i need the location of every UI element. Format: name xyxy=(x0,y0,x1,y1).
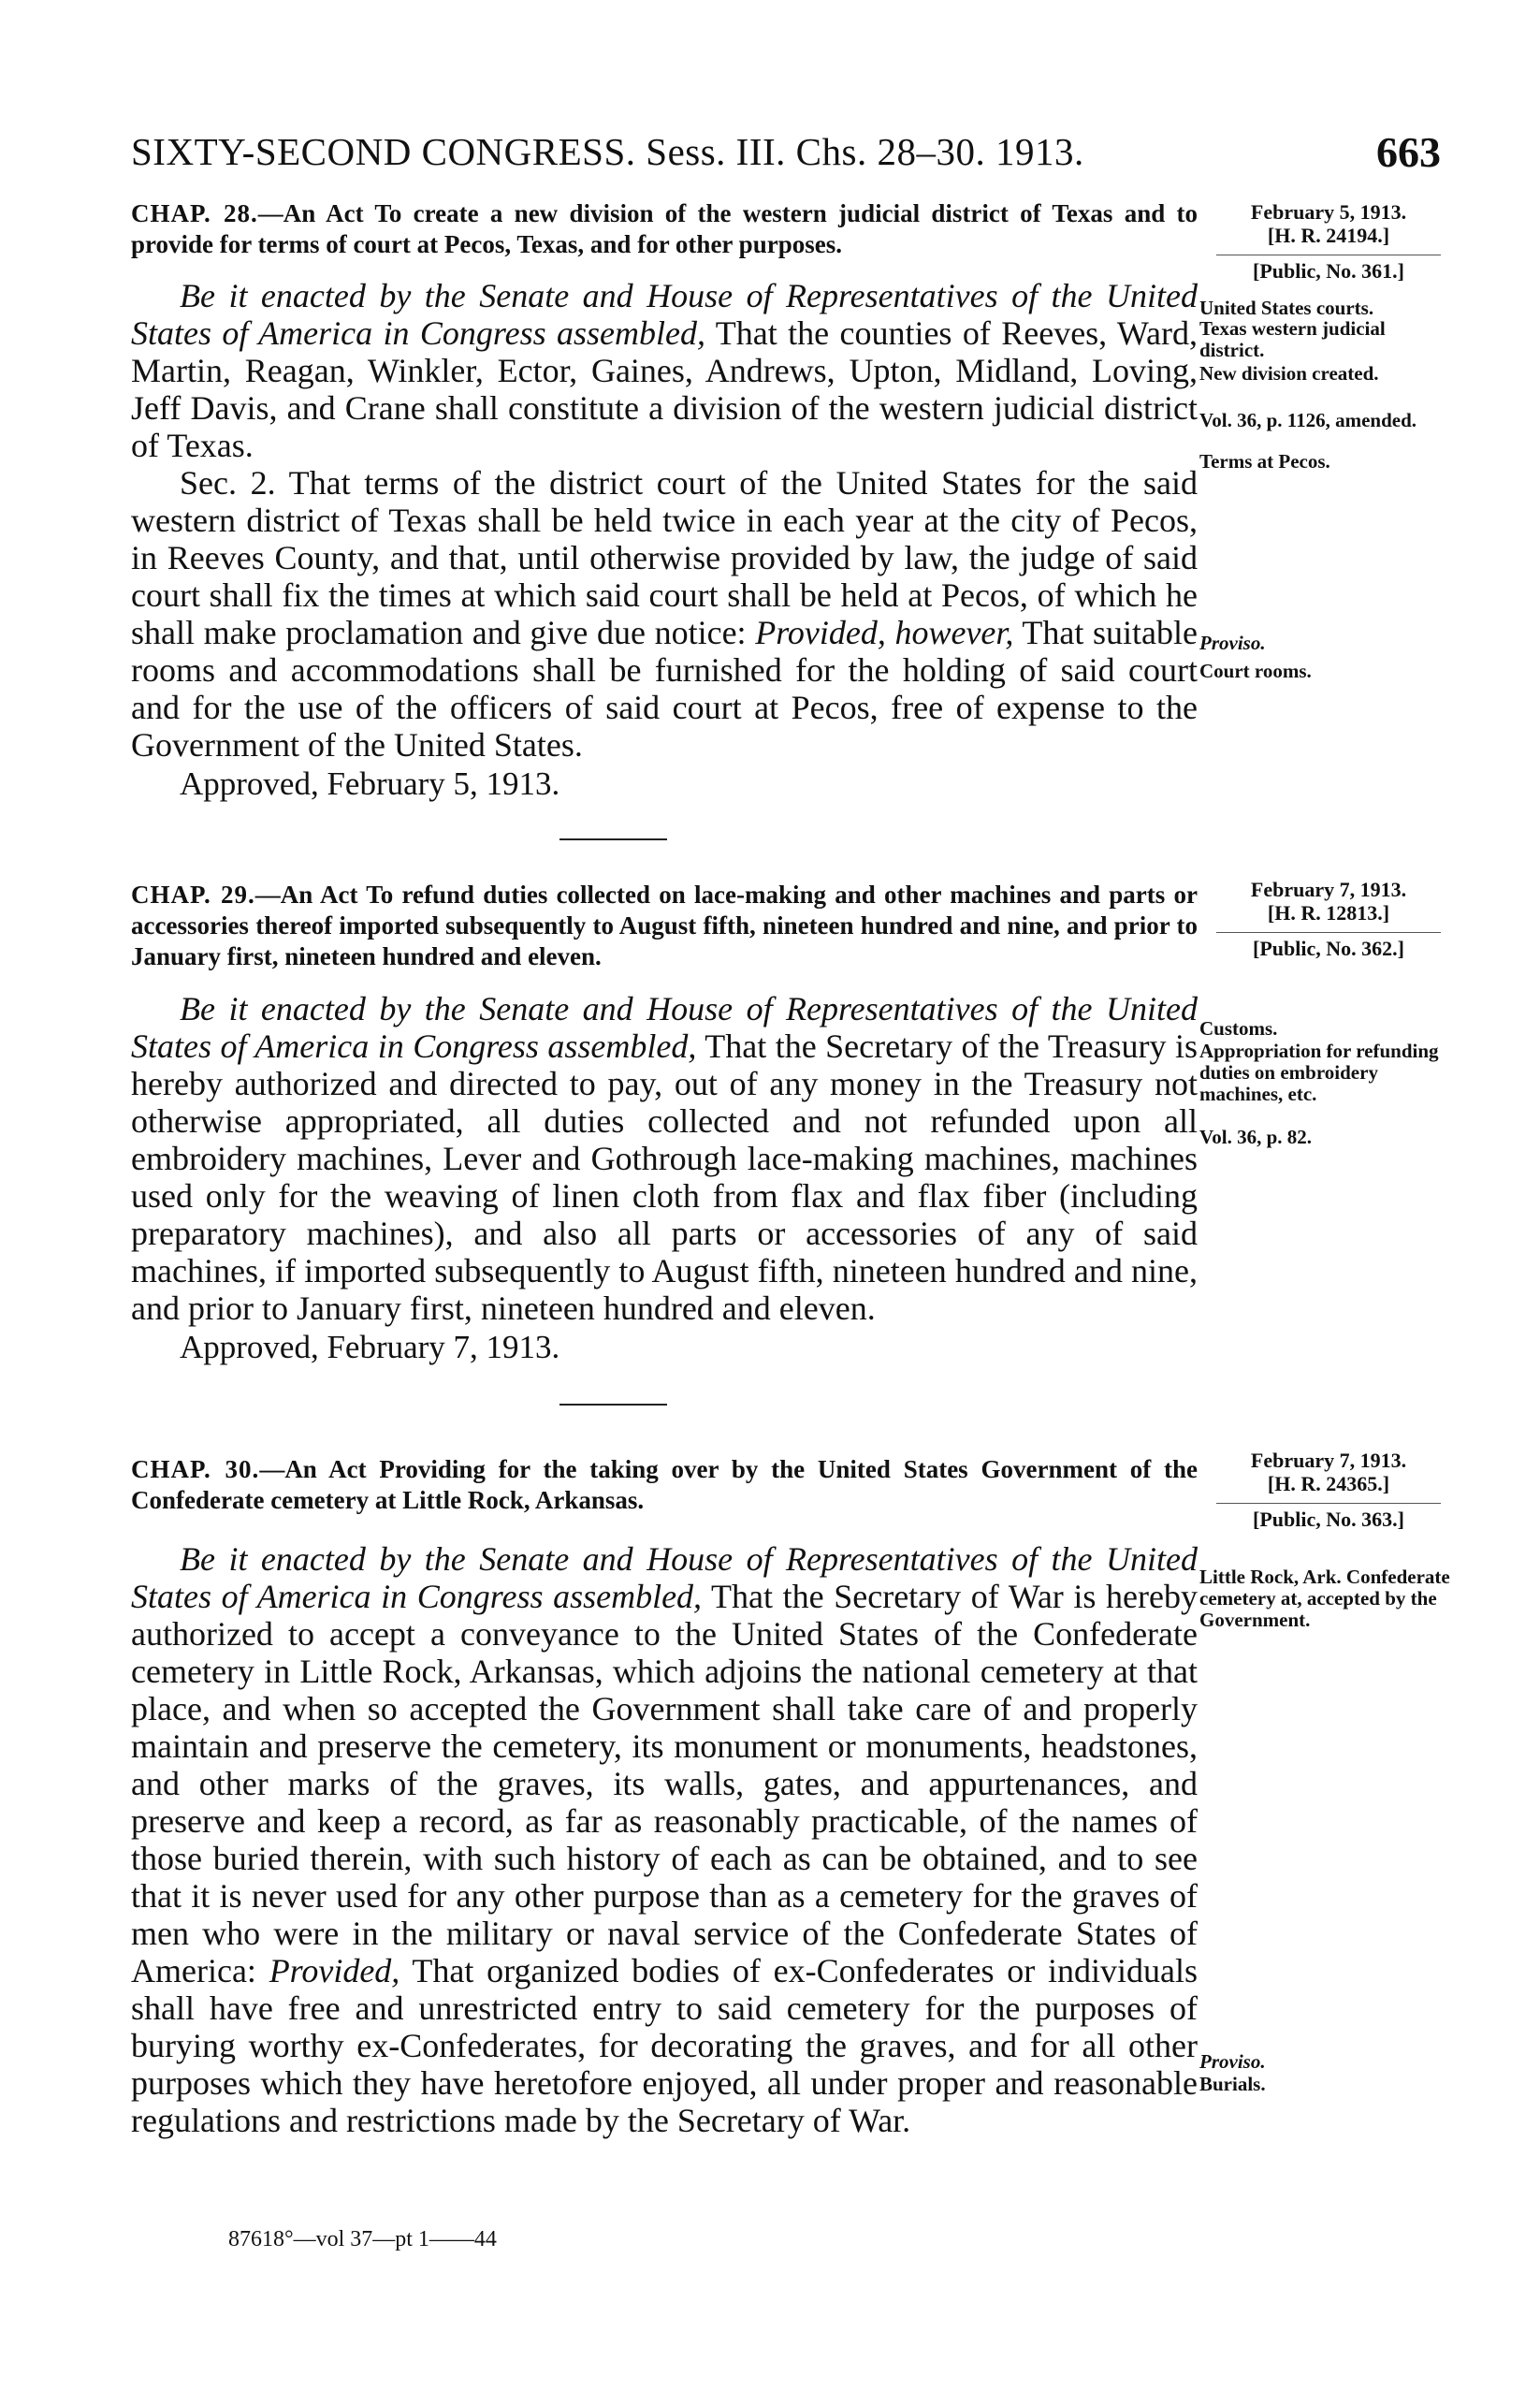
page-number: 663 xyxy=(1376,128,1441,176)
margin-note: Burials. xyxy=(1199,2073,1266,2095)
bill-number: [H. R. 24194.] xyxy=(1267,224,1390,247)
enactment-date: February 7, 1913. xyxy=(1250,1449,1407,1472)
margin-note: Vol. 36, p. 82. xyxy=(1199,1126,1313,1148)
enactment-date: February 5, 1913. xyxy=(1250,200,1407,224)
margin-note xyxy=(1199,633,1452,654)
margin-note: United States courts. xyxy=(1199,297,1374,319)
public-law-number: [Public, No. 362.] xyxy=(1216,932,1441,960)
proviso-label: Provided, xyxy=(269,1952,400,1989)
chapter-title xyxy=(131,1454,1198,1516)
chapter-title xyxy=(131,198,1198,260)
section-2-text: That terms of the district court of the United States for the said western district of Texas shall be held twice in each year at the city of Pecos, in Reeves County, and that, until otherwise provided by law, the judge of said court shall fix the times at which said court shall be held at Pecos, of which he shall make proclamation and give due notice: xyxy=(131,464,1199,651)
public-law-number: [Public, No. 361.] xyxy=(1216,255,1441,283)
chapter-title-text: —An Act To create a new division of the western judicial district of Texas and to provide for terms of court at Pecos, Texas, and for other purposes. xyxy=(131,199,1198,258)
margin-note: Court rooms. xyxy=(1199,660,1312,682)
chapter-number: CHAP. 28. xyxy=(131,199,258,227)
enactment-metadata xyxy=(1216,1449,1441,1531)
running-head xyxy=(131,129,1441,185)
chapter-body xyxy=(131,1540,1198,2139)
section-1-text: That the Secretary of the Treasury is hereby authorized and directed to pay, out of any money in the Treasury not otherwise appropriated, all duties collected and not refunded upon all embroidery machines, Lever and Gothrough lace-making machines, machines used only for the weaving of linen cloth from flax and flax fiber (including preparatory machines), and also all parts or accessories of any of said machines, if imported subsequently to August fifth, nineteen hundred and nine, and prior to January first, nineteen hundred and eleven. xyxy=(131,1027,1198,1327)
section-1 xyxy=(131,990,1198,1327)
section-1-text: That the Secretary of War is hereby authorized to accept a conveyance to the United States of the Confederate cemetery in Little Rock, Arkansas, which adjoins the national cemetery at that place, and when so accepted the Government shall take care of and properly maintain and preserve the cemetery, its monument or monuments, headstones, and other marks of the graves, its walls, gates, and appurtenances, and preserve and keep a record, as far as reasonably practicable, of the names of those buried therein, with such history of each as can be obtained, and to see that it is never used for any other purpose than as a cemetery for the graves of men who were in the military or naval service of the Confederate States of America: xyxy=(131,1578,1198,1989)
page-footer: 87618°—vol 37—pt 1——44 xyxy=(228,2227,497,2251)
margin-note xyxy=(1199,2051,1452,2073)
section-label: Sec. 2. xyxy=(180,464,276,502)
proviso-label: Provided, however, xyxy=(755,614,1014,651)
bill-number: [H. R. 12813.] xyxy=(1267,901,1390,925)
chapter-number: CHAP. 29. xyxy=(131,881,255,909)
section-1-text: That the counties of Reeves, Ward, Martin, Reagan, Winkler, Ector, Gaines, Andrews, Upton, Midland, Loving, Jeff Davis, and Crane shall constitute a division of the western judicial district of Texas. xyxy=(131,314,1198,464)
section-divider xyxy=(559,1404,667,1406)
enacting-clause: Be it enacted by the Senate and House of Representatives of the United States of America in Congress assembled, xyxy=(131,1540,1198,1615)
chapter-body xyxy=(131,990,1198,1327)
margin-note: Vol. 36, p. 1126, amended. xyxy=(1199,409,1417,431)
enactment-metadata xyxy=(1216,200,1441,283)
margin-note: Texas western judicial district. xyxy=(1199,317,1386,361)
enacting-clause: Be it enacted by the Senate and House of Representatives of the United States of America in Congress assembled, xyxy=(131,277,1198,352)
running-head-title: SIXTY-SECOND CONGRESS. Sess. III. Chs. 28–30. 1913. xyxy=(131,130,1084,173)
public-law-number: [Public, No. 363.] xyxy=(1216,1503,1441,1531)
chapter-title xyxy=(131,880,1198,972)
proviso-text: That organized bodies of ex-Confederates or individuals shall have free and unrestricted entry to said cemetery for the purposes of burying worthy ex-Confederates, for decorating the graves, and for all other purposes which they have heretofore enjoyed, all under proper and reasonable regulations and restrictions made by the Secretary of War. xyxy=(131,1952,1198,2139)
chapter-title-text: —An Act To refund duties collected on lace-making and other machines and parts or accessories thereof imported subsequently to August fifth, nineteen hundred and nine, and prior to January first, nineteen hundred and eleven. xyxy=(131,881,1199,970)
section-1 xyxy=(131,277,1198,464)
enactment-metadata xyxy=(1216,878,1441,960)
approval-line: Approved, February 7, 1913. xyxy=(180,1329,560,1365)
proviso-note: Proviso. xyxy=(1199,632,1266,654)
section-1 xyxy=(131,1540,1198,2139)
chapter-body xyxy=(131,277,1198,764)
section-divider xyxy=(559,838,667,840)
margin-note: Customs. xyxy=(1199,1017,1278,1040)
approval-line: Approved, February 5, 1913. xyxy=(180,765,560,802)
chapter-title-text: —An Act Providing for the taking over by the United States Government of the Confederate cemetery at Little Rock, Arkansas. xyxy=(131,1455,1199,1514)
chapter-number: CHAP. 30. xyxy=(131,1455,260,1483)
proviso-note: Proviso. xyxy=(1199,2050,1266,2073)
section-2 xyxy=(131,464,1198,764)
enactment-date: February 7, 1913. xyxy=(1250,878,1407,901)
enacting-clause: Be it enacted by the Senate and House of Representatives of the United States of America in Congress assembled, xyxy=(131,990,1198,1065)
margin-note: Terms at Pecos. xyxy=(1199,450,1330,473)
proviso-text: That suitable rooms and accommodations shall be furnished for the holding of said court and for the use of the officers of said court at Pecos, free of expense to the Government of the United States. xyxy=(131,614,1198,764)
margin-note: New division created. xyxy=(1199,362,1379,385)
margin-note: Appropriation for refunding duties on embroidery machines, etc. xyxy=(1199,1040,1439,1105)
margin-note: Little Rock, Ark. Confederate cemetery at, accepted by the Government. xyxy=(1199,1566,1450,1631)
bill-number: [H. R. 24365.] xyxy=(1267,1472,1390,1495)
